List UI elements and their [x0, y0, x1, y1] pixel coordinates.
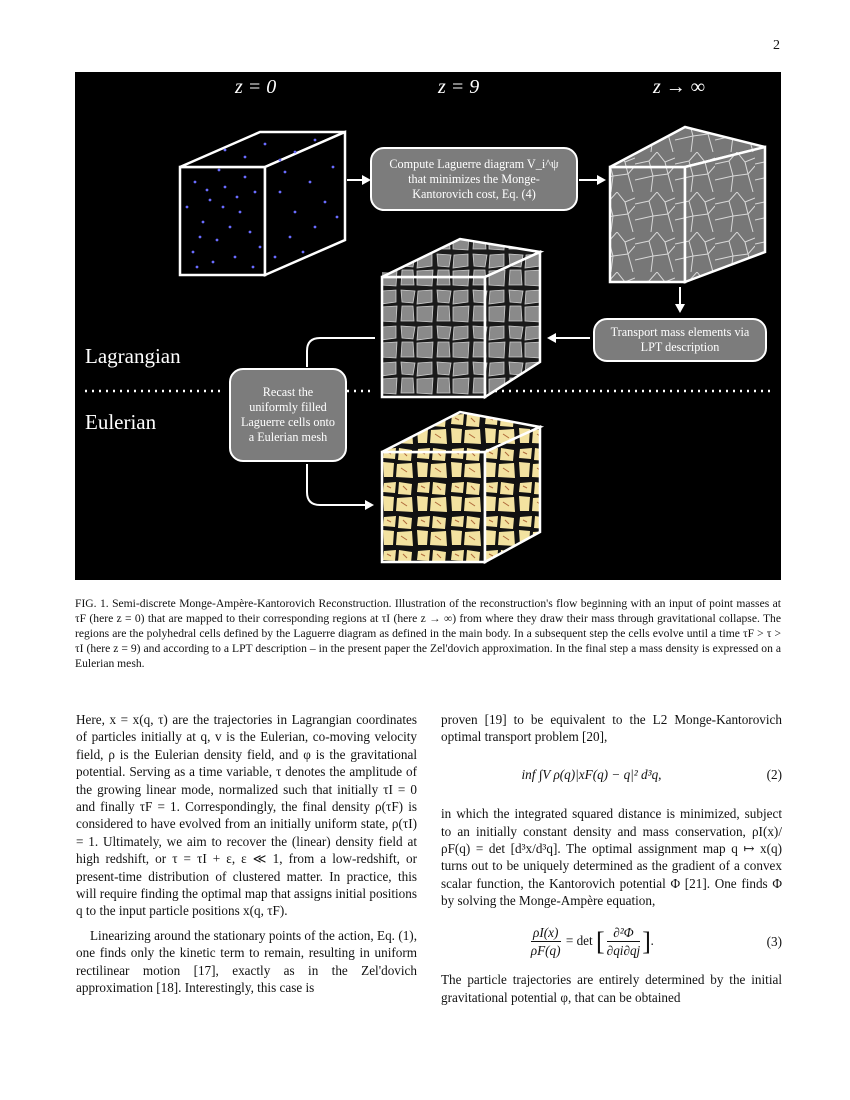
label-eulerian: Eulerian [85, 410, 157, 434]
equation-3-rhs [607, 924, 641, 960]
equation-3 [441, 924, 782, 960]
equation-3-det: = det [565, 932, 593, 948]
label-lagrangian: Lagrangian [85, 344, 181, 368]
cube-initial-points [180, 130, 345, 275]
cube-evolved-cells [382, 239, 540, 397]
cube-density-mesh [382, 412, 540, 562]
figure-1 [75, 72, 781, 580]
box-recast-mesh: Recast the uniformly filled Laguerre cells onto a Eulerian mesh [229, 368, 347, 462]
equation-2-number: (2) [766, 766, 782, 782]
label-zinf: z → ∞ [653, 76, 706, 98]
label-z9: z = 9 [438, 76, 480, 98]
equation-3-expression: $\frac{\rho I(x)}{\rho F(q)}$ = det [ $\frac{\text{∂²Φ}}{\partial qi\partial qj}$ ]. [530, 924, 655, 959]
paragraph-monge-ampere: in which the integrated squared distance is minimized, subject to an initially constant density and mass conservation, ρI(x)/ρF(q) = det [d³x/d³q]. The optimal assignment map q ↦ x(q) turns out to be uniquely determined as the gradient of a convex scalar function, the Kantorovich potential Φ [21]. One finds Φ by solving the Monge-Ampère equation, [441, 806, 782, 909]
box-transport-lpt: Transport mass elements via LPT description [593, 318, 767, 362]
right-column [441, 711, 782, 1006]
equation-3-number: (3) [766, 933, 782, 949]
equation-3-lhs [531, 924, 561, 960]
equation-3-lhs-denominator: ρF(q) [530, 943, 561, 959]
paragraph-linearizing: Linearizing around the stationary points of the action, Eq. (1), one finds only the kinetic term to remain, resulting in uniform rectilinear motion [17], exactly as in the Zel'dovich approximation [18]. Interestingly, this case is [76, 927, 417, 996]
paragraph-particle-trajectories: The particle trajectories are entirely determined by the initial gravitational potential φ, that can be obtained [441, 972, 782, 1005]
equation-2 [441, 766, 782, 783]
equation-3-lhs-numerator: ρI(x) [531, 924, 561, 942]
paragraph-optimal-transport: proven [19] to be equivalent to the L2 Monge-Kantorovich optimal transport problem [20], [441, 712, 782, 745]
equation-3-rhs-denominator: ∂qi∂qj [606, 943, 641, 959]
left-column [76, 711, 417, 997]
label-z0: z = 0 [235, 76, 277, 98]
page-number: 2 [773, 38, 780, 53]
cube-laguerre-cells [610, 127, 765, 282]
equation-3-rhs-numerator: ∂²Φ [607, 924, 641, 942]
figure-caption: FIG. 1. Semi-discrete Monge-Ampère-Kantorovich Reconstruction. Illustration of the reconstruction's flow beginning with an input of point masses at τF (here z = 0) that are mapped to their corresponding regions at τI (here z → ∞) from where they draw their mass through gravitational collapse. The regions are the polyhedral cells defined by the Laguerre diagram as defined in the main body. In a subsequent step the cells evolve until a time τF > τ > τI (here z = 9) and according to a LPT description – in the present paper the Zel'dovich approximation. In the final step a mass density is expressed on a Eulerian mesh. [75, 597, 781, 670]
box-compute-laguerre: Compute Laguerre diagram V_i^ψ that minimizes the Monge-Kantorovich cost, Eq. (4) [370, 147, 578, 211]
paragraph-trajectories: Here, x = x(q, τ) are the trajectories in Lagrangian coordinates of particles initially at q, v is the Eulerian, co-moving velocity field, ρ is the Eulerian density field, and φ is the gravitational potential. Serving as a time variable, τ denotes the amplitude of the growing linear mode, normalized such that initially τI = 0 and finally τF = 1. Correspondingly, the final density ρ(τF) is considered to have evolved from an initially uniform state, ρ(τI) = 1. Ultimately, we aim to recover the (linear) density field at high redshift, or τ = τI + ε, ε ≪ 1, from a low-redshift, or present-time distribution of clustered matter. In practice, this will require finding the optimal map that assigns initial positions q to the input particle positions x(q, τF). [76, 712, 418, 919]
equation-2-expression: inf ∫V ρ(q)|xF(q) − q|² d³q, [521, 766, 662, 782]
